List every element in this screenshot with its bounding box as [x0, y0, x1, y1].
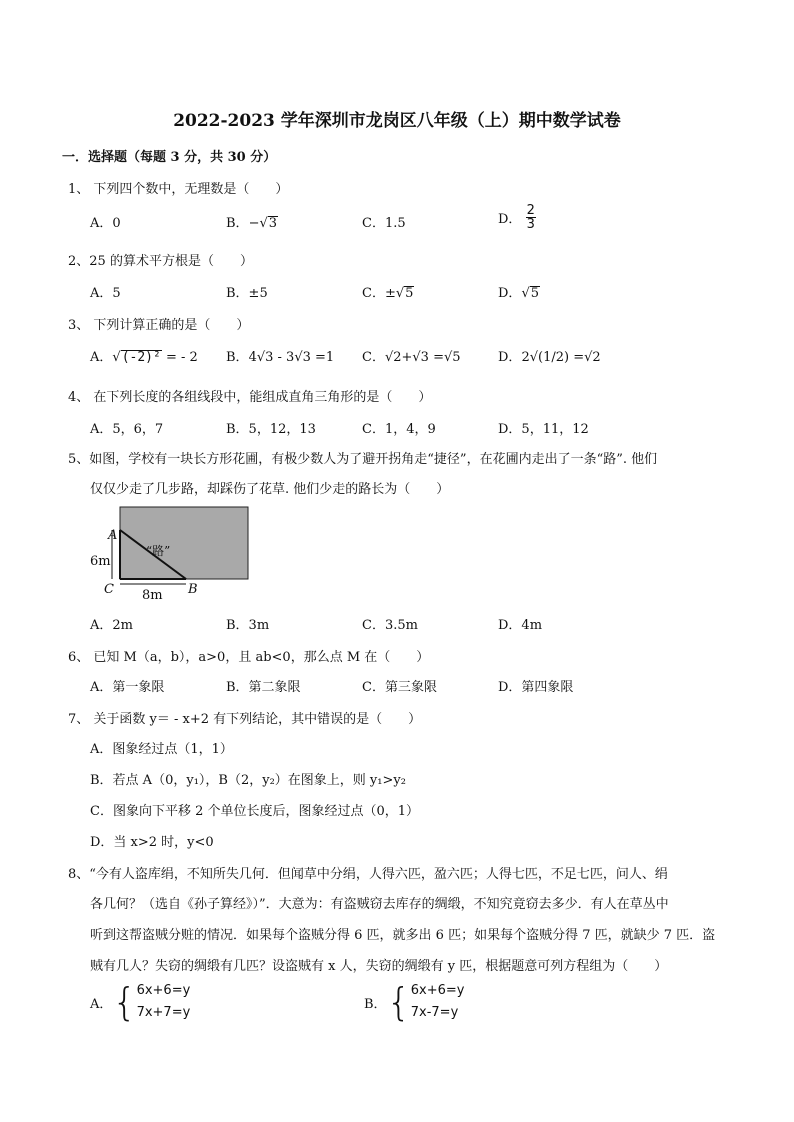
- label-a: A: [108, 528, 118, 543]
- q1-option-b: B．−√3: [226, 216, 278, 231]
- q2-option-c: C．±√5: [362, 286, 414, 301]
- side-8m-label: 8m: [142, 588, 163, 603]
- exam-title: 2022-2023 学年深圳市龙岗区八年级（上）期中数学试卷: [173, 111, 621, 131]
- question-8-line1: 8、“今有人盗库绢，不知所失几何．但闻草中分绢，人得六匹，盈六匹；人得七匹，不足七匹，问人、绢: [68, 867, 668, 882]
- q1-option-d: D． $\frac{2}{3}$: [498, 203, 535, 232]
- side-6m-label: 6m: [90, 554, 111, 569]
- q5-option-d: D．4m: [498, 618, 543, 633]
- road-label: “路”: [146, 544, 171, 558]
- question-5-stem-line1: 5、如图，学校有一块长方形花圃，有极少数人为了避开拐角走“捷径”，在花圃内走出了一条“路”. 他们: [68, 452, 658, 467]
- question-8-line2: 各几何？（选自《孙子算经》）”．大意为：有盗贼窃去库存的绸缎，不知究竟窃去多少．有人在草丛中: [90, 897, 669, 912]
- question-5-stem-line2: 仅仅少走了几步路，却踩伤了花草. 他们少走的路长为（ ）: [90, 482, 450, 497]
- q6-option-b: B．第二象限: [226, 680, 301, 695]
- q7-option-c: C．图象向下平移 2 个单位长度后，图象经过点（0，1）: [90, 804, 420, 819]
- q5-option-a: A．2m: [90, 618, 133, 633]
- q2-option-d: D．√5: [498, 286, 540, 301]
- question-7-stem: 7、 关于函数 y＝ - x+2 有下列结论，其中错误的是（ ）: [68, 712, 422, 727]
- q3-option-b: B．4√3 - 3√3 =1: [226, 350, 335, 365]
- question-6-stem: 6、 已知 M（a，b），a>0，且 ab<0，那么点 M 在（ ）: [68, 650, 430, 665]
- question-8-line3: 听到这帮盗贼分赃的情况．如果每个盗贼分得 6 匹，就多出 6 匹；如果每个盗贼分得 7 匹，就缺少 7 匹．盗: [90, 928, 716, 943]
- question-2-stem: 2、25 的算术平方根是（ ）: [68, 254, 253, 269]
- q8-option-a: A． { 6x+6=y 7x+7=y: [90, 980, 191, 1024]
- q6-option-a: A．第一象限: [90, 680, 165, 695]
- q5-option-b: B．3m: [226, 618, 270, 633]
- label-c: C: [104, 582, 114, 597]
- section-heading: 一．选择题（每题 3 分，共 30 分）: [62, 150, 277, 165]
- q4-option-a: A．5，6，7: [90, 422, 164, 437]
- q8-option-b: B． { 6x+6=y 7x-7=y: [364, 980, 465, 1024]
- garden-rectangle: [120, 507, 248, 579]
- q1-option-c: C．1.5: [362, 216, 406, 231]
- label-b: B: [188, 582, 198, 597]
- brace-icon: {: [386, 980, 411, 1024]
- q4-option-d: D．5，11，12: [498, 422, 589, 437]
- q6-option-c: C．第三象限: [362, 680, 437, 695]
- q7-option-b: B．若点 A（0，y₁），B（2，y₂）在图象上，则 y₁>y₂: [90, 773, 406, 788]
- q7-option-d: D．当 x>2 时，y<0: [90, 835, 214, 850]
- q2-option-a: A．5: [90, 286, 121, 301]
- q4-option-c: C．1，4，9: [362, 422, 436, 437]
- q6-option-d: D．第四象限: [498, 680, 574, 695]
- garden-figure: [84, 500, 264, 610]
- q3-option-a: A．√(-2)² = - 2: [90, 350, 198, 365]
- brace-icon: {: [112, 980, 137, 1024]
- question-3-stem: 3、 下列计算正确的是（ ）: [68, 318, 250, 333]
- question-1-stem: 1、 下列四个数中，无理数是（ ）: [68, 182, 289, 197]
- q4-option-b: B．5，12，13: [226, 422, 316, 437]
- q3-option-c: C．√2+√3 =√5: [362, 350, 461, 365]
- question-4-stem: 4、 在下列长度的各组线段中，能组成直角三角形的是（ ）: [68, 390, 432, 405]
- q7-option-a: A．图象经过点（1，1）: [90, 742, 233, 757]
- question-8-line4: 贼有几人？失窃的绸缎有几匹？设盗贼有 x 人，失窃的绸缎有 y 匹，根据题意可列方程组为（ ）: [90, 959, 668, 974]
- q3-option-d: D．2√(1/2) =√2: [498, 350, 601, 365]
- q2-option-b: B．±5: [226, 286, 268, 301]
- q1-option-a: A．0: [90, 216, 121, 231]
- q5-option-c: C．3.5m: [362, 618, 418, 633]
